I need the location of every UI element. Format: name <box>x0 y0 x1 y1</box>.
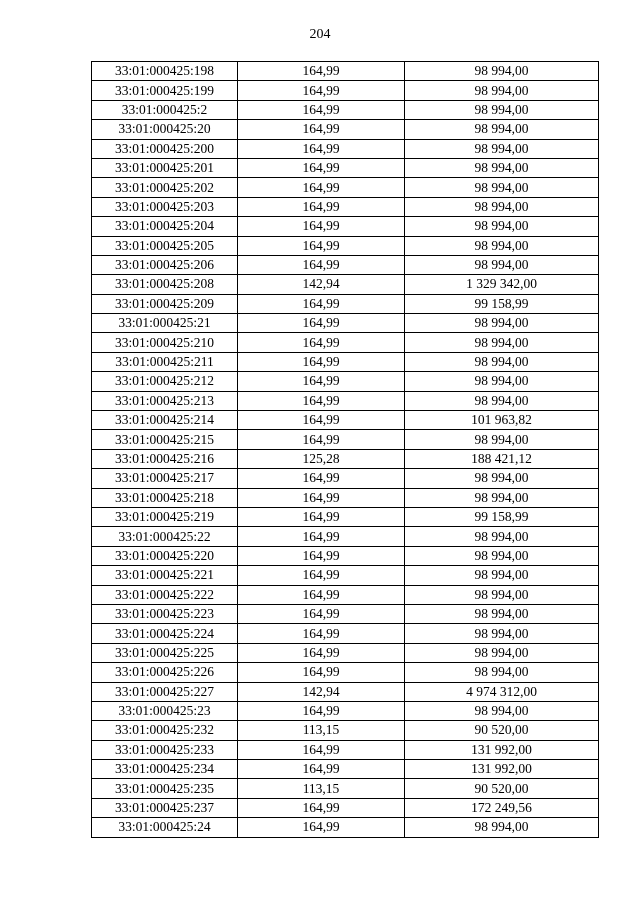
cadastral-number-cell: 33:01:000425:219 <box>92 507 238 526</box>
value-cell: 98 994,00 <box>405 197 599 216</box>
value-cell: 98 994,00 <box>405 178 599 197</box>
area-cell: 164,99 <box>238 469 405 488</box>
value-cell: 98 994,00 <box>405 488 599 507</box>
cadastral-number-cell: 33:01:000425:21 <box>92 314 238 333</box>
value-cell: 98 994,00 <box>405 430 599 449</box>
value-cell: 98 994,00 <box>405 624 599 643</box>
cadastral-number-cell: 33:01:000425:210 <box>92 333 238 352</box>
cadastral-number-cell: 33:01:000425:233 <box>92 740 238 759</box>
cadastral-number-cell: 33:01:000425:204 <box>92 217 238 236</box>
value-cell: 99 158,99 <box>405 507 599 526</box>
area-cell: 164,99 <box>238 314 405 333</box>
table-row <box>92 197 599 216</box>
table-row <box>92 663 599 682</box>
area-cell: 164,99 <box>238 333 405 352</box>
cadastral-number-cell: 33:01:000425:226 <box>92 663 238 682</box>
table-row <box>92 314 599 333</box>
cadastral-number-cell: 33:01:000425:218 <box>92 488 238 507</box>
table-row <box>92 391 599 410</box>
table-row <box>92 275 599 294</box>
value-cell: 98 994,00 <box>405 158 599 177</box>
value-cell: 98 994,00 <box>405 469 599 488</box>
area-cell: 164,99 <box>238 391 405 410</box>
area-cell: 164,99 <box>238 585 405 604</box>
value-cell: 98 994,00 <box>405 255 599 274</box>
value-cell: 98 994,00 <box>405 352 599 371</box>
cadastral-number-cell: 33:01:000425:209 <box>92 294 238 313</box>
value-cell: 98 994,00 <box>405 604 599 623</box>
cadastral-number-cell: 33:01:000425:223 <box>92 604 238 623</box>
table-body <box>92 62 599 838</box>
area-cell: 164,99 <box>238 760 405 779</box>
value-cell: 98 994,00 <box>405 701 599 720</box>
table-row <box>92 682 599 701</box>
area-cell: 164,99 <box>238 294 405 313</box>
cadastral-number-cell: 33:01:000425:221 <box>92 566 238 585</box>
value-cell: 98 994,00 <box>405 818 599 837</box>
table-row <box>92 624 599 643</box>
table-row <box>92 449 599 468</box>
area-cell: 164,99 <box>238 604 405 623</box>
cadastral-number-cell: 33:01:000425:24 <box>92 818 238 837</box>
cadastral-number-cell: 33:01:000425:200 <box>92 139 238 158</box>
table-row <box>92 100 599 119</box>
cadastral-number-cell: 33:01:000425:222 <box>92 585 238 604</box>
table-row <box>92 721 599 740</box>
cadastral-number-cell: 33:01:000425:201 <box>92 158 238 177</box>
cadastral-number-cell: 33:01:000425:232 <box>92 721 238 740</box>
area-cell: 142,94 <box>238 275 405 294</box>
cadastral-number-cell: 33:01:000425:217 <box>92 469 238 488</box>
table-row <box>92 798 599 817</box>
cadastral-number-cell: 33:01:000425:213 <box>92 391 238 410</box>
table-row <box>92 81 599 100</box>
table-row <box>92 818 599 837</box>
cadastral-number-cell: 33:01:000425:227 <box>92 682 238 701</box>
cadastral-table <box>91 61 599 838</box>
table-row <box>92 469 599 488</box>
area-cell: 164,99 <box>238 158 405 177</box>
area-cell: 164,99 <box>238 372 405 391</box>
cadastral-number-cell: 33:01:000425:205 <box>92 236 238 255</box>
cadastral-number-cell: 33:01:000425:198 <box>92 62 238 81</box>
cadastral-number-cell: 33:01:000425:235 <box>92 779 238 798</box>
cadastral-number-cell: 33:01:000425:2 <box>92 100 238 119</box>
table-row <box>92 62 599 81</box>
area-cell: 164,99 <box>238 527 405 546</box>
value-cell: 98 994,00 <box>405 546 599 565</box>
area-cell: 164,99 <box>238 507 405 526</box>
table-row <box>92 779 599 798</box>
table-row <box>92 507 599 526</box>
area-cell: 164,99 <box>238 566 405 585</box>
value-cell: 131 992,00 <box>405 740 599 759</box>
table-row <box>92 255 599 274</box>
value-cell: 98 994,00 <box>405 139 599 158</box>
area-cell: 113,15 <box>238 721 405 740</box>
table-row <box>92 546 599 565</box>
table-row <box>92 294 599 313</box>
value-cell: 101 963,82 <box>405 411 599 430</box>
cadastral-number-cell: 33:01:000425:212 <box>92 372 238 391</box>
area-cell: 164,99 <box>238 411 405 430</box>
area-cell: 164,99 <box>238 217 405 236</box>
table-row <box>92 643 599 662</box>
value-cell: 4 974 312,00 <box>405 682 599 701</box>
area-cell: 164,99 <box>238 663 405 682</box>
area-cell: 164,99 <box>238 81 405 100</box>
value-cell: 98 994,00 <box>405 566 599 585</box>
cadastral-number-cell: 33:01:000425:203 <box>92 197 238 216</box>
cadastral-number-cell: 33:01:000425:20 <box>92 120 238 139</box>
table-row <box>92 158 599 177</box>
cadastral-number-cell: 33:01:000425:215 <box>92 430 238 449</box>
area-cell: 164,99 <box>238 62 405 81</box>
value-cell: 98 994,00 <box>405 391 599 410</box>
table-row <box>92 217 599 236</box>
area-cell: 164,99 <box>238 197 405 216</box>
value-cell: 98 994,00 <box>405 527 599 546</box>
cadastral-number-cell: 33:01:000425:234 <box>92 760 238 779</box>
cadastral-number-cell: 33:01:000425:237 <box>92 798 238 817</box>
value-cell: 98 994,00 <box>405 217 599 236</box>
value-cell: 131 992,00 <box>405 760 599 779</box>
table-row <box>92 585 599 604</box>
table-row <box>92 139 599 158</box>
value-cell: 98 994,00 <box>405 314 599 333</box>
table-row <box>92 333 599 352</box>
cadastral-number-cell: 33:01:000425:208 <box>92 275 238 294</box>
area-cell: 164,99 <box>238 236 405 255</box>
value-cell: 98 994,00 <box>405 100 599 119</box>
area-cell: 164,99 <box>238 701 405 720</box>
cadastral-number-cell: 33:01:000425:211 <box>92 352 238 371</box>
table-row <box>92 760 599 779</box>
value-cell: 172 249,56 <box>405 798 599 817</box>
table-row <box>92 604 599 623</box>
area-cell: 164,99 <box>238 120 405 139</box>
value-cell: 98 994,00 <box>405 120 599 139</box>
value-cell: 90 520,00 <box>405 779 599 798</box>
value-cell: 98 994,00 <box>405 333 599 352</box>
value-cell: 98 994,00 <box>405 585 599 604</box>
area-cell: 113,15 <box>238 779 405 798</box>
table-row <box>92 372 599 391</box>
cadastral-number-cell: 33:01:000425:202 <box>92 178 238 197</box>
area-cell: 164,99 <box>238 255 405 274</box>
value-cell: 90 520,00 <box>405 721 599 740</box>
cadastral-number-cell: 33:01:000425:23 <box>92 701 238 720</box>
area-cell: 164,99 <box>238 546 405 565</box>
value-cell: 98 994,00 <box>405 372 599 391</box>
page-number: 204 <box>309 27 331 42</box>
value-cell: 1 329 342,00 <box>405 275 599 294</box>
area-cell: 164,99 <box>238 352 405 371</box>
value-cell: 98 994,00 <box>405 62 599 81</box>
table-row <box>92 178 599 197</box>
area-cell: 164,99 <box>238 643 405 662</box>
value-cell: 99 158,99 <box>405 294 599 313</box>
value-cell: 98 994,00 <box>405 81 599 100</box>
area-cell: 164,99 <box>238 100 405 119</box>
area-cell: 164,99 <box>238 624 405 643</box>
table-row <box>92 352 599 371</box>
cadastral-number-cell: 33:01:000425:199 <box>92 81 238 100</box>
cadastral-number-cell: 33:01:000425:225 <box>92 643 238 662</box>
value-cell: 98 994,00 <box>405 663 599 682</box>
area-cell: 125,28 <box>238 449 405 468</box>
table-row <box>92 701 599 720</box>
table-row <box>92 488 599 507</box>
table-row <box>92 120 599 139</box>
table-row <box>92 566 599 585</box>
area-cell: 164,99 <box>238 818 405 837</box>
value-cell: 98 994,00 <box>405 236 599 255</box>
table-row <box>92 740 599 759</box>
area-cell: 164,99 <box>238 488 405 507</box>
table-row <box>92 430 599 449</box>
cadastral-number-cell: 33:01:000425:206 <box>92 255 238 274</box>
area-cell: 164,99 <box>238 430 405 449</box>
table-row <box>92 527 599 546</box>
cadastral-number-cell: 33:01:000425:214 <box>92 411 238 430</box>
area-cell: 164,99 <box>238 798 405 817</box>
area-cell: 142,94 <box>238 682 405 701</box>
value-cell: 188 421,12 <box>405 449 599 468</box>
cadastral-number-cell: 33:01:000425:224 <box>92 624 238 643</box>
cadastral-number-cell: 33:01:000425:216 <box>92 449 238 468</box>
table-row <box>92 236 599 255</box>
area-cell: 164,99 <box>238 139 405 158</box>
value-cell: 98 994,00 <box>405 643 599 662</box>
cadastral-number-cell: 33:01:000425:22 <box>92 527 238 546</box>
table-row <box>92 411 599 430</box>
area-cell: 164,99 <box>238 740 405 759</box>
cadastral-number-cell: 33:01:000425:220 <box>92 546 238 565</box>
area-cell: 164,99 <box>238 178 405 197</box>
